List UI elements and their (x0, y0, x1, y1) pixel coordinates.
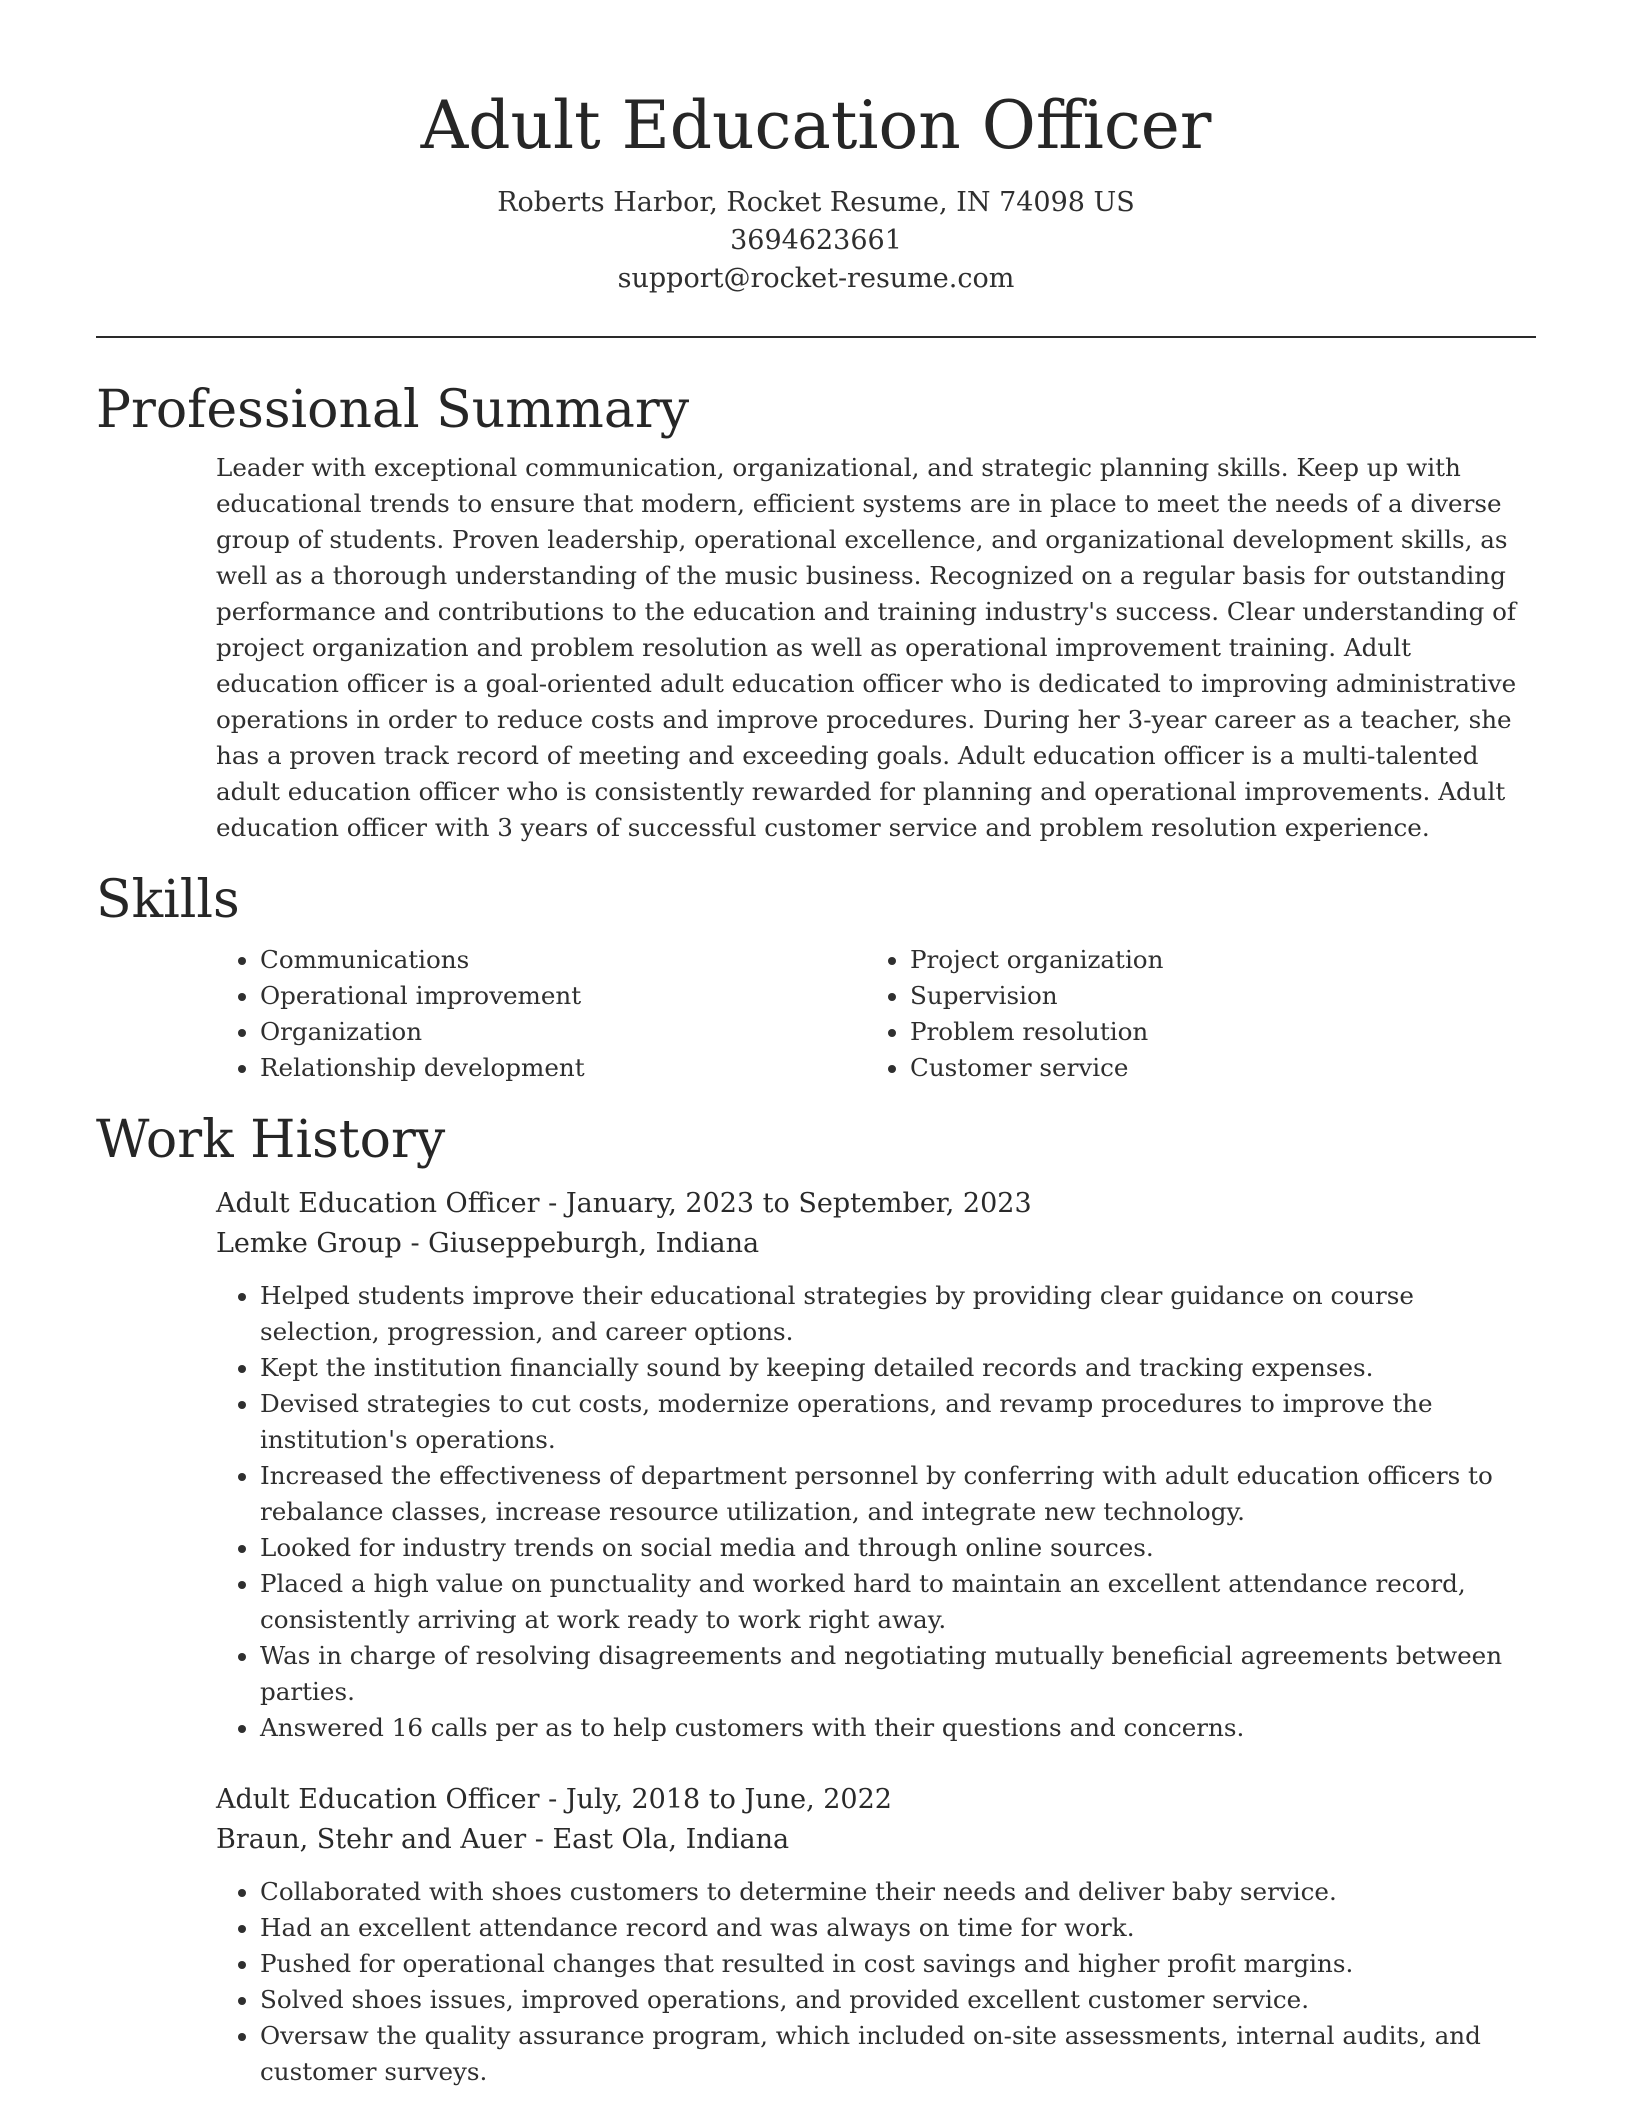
resume-page (96, 0, 1536, 2090)
job-bullet: • Devised strategies to cut costs, modernize operations, and revamp procedures to improve the institution's operations. (260, 1386, 1536, 1458)
contact-block (96, 184, 1536, 298)
job-title: Adult Education Officer (216, 1188, 540, 1219)
separator: - (548, 1784, 566, 1815)
job-company-line (216, 1820, 1536, 1860)
job-dates: January, 2023 to September, 2023 (565, 1188, 1032, 1219)
skill-item: • Problem resolution (910, 1014, 1516, 1050)
skill-item: • Communications (260, 942, 866, 978)
job-bullet: • Helped students improve their educational strategies by providing clear guidance on course selection, progression, and career options. (260, 1278, 1536, 1350)
skill-item: • Customer service (910, 1050, 1516, 1086)
contact-phone: 3694623661 (730, 225, 902, 256)
job-company: Braun, Stehr and Auer (216, 1824, 527, 1855)
job-entry (216, 1780, 1536, 2090)
summary-paragraph: Leader with exceptional communication, organizational, and strategic planning skills. Keep up with educational trends to ensure that modern, efficient systems are in place to meet the needs of a diverse group of students. Proven leadership, operational excellence, and organizational development skills, as well as a thorough understanding of the music business. Recognized on a regular basis for outstanding performance and contributions to the education and training industry's success. Clear understanding of project organization and problem resolution as well as operational improvement training. Adult education officer is a goal-oriented adult education officer who is dedicated to improving administrative operations in order to reduce costs and improve procedures. During her 3-year career as a teacher, she has a proven track record of meeting and exceeding goals. Adult education officer is a multi-talented adult education officer who is consistently rewarded for planning and operational improvements. Adult education officer with 3 years of successful customer service and problem resolution experience. (216, 453, 1517, 842)
job-bullet: • Kept the institution financially sound by keeping detailed records and tracking expenses. (260, 1350, 1536, 1386)
separator: - (410, 1228, 429, 1259)
skill-item: • Project organization (910, 942, 1516, 978)
job-bullet: • Oversaw the quality assurance program, which included on-site assessments, internal audits, and customer surveys. (260, 2018, 1536, 2090)
contact-address: Roberts Harbor, Rocket Resume, IN 74098 US (497, 187, 1135, 218)
job-bullet: • Answered 16 calls per as to help customers with their questions and concerns. (260, 1710, 1536, 1746)
separator: - (534, 1824, 553, 1855)
job-entry (216, 1184, 1536, 1746)
job-bullet-list (216, 1278, 1536, 1746)
skill-item: • Supervision (910, 978, 1516, 1014)
skills-section (96, 868, 1536, 1086)
job-bullet: • Looked for industry trends on social media and through online sources. (260, 1530, 1536, 1566)
job-bullet: • Had an excellent attendance record and was always on time for work. (260, 1910, 1536, 1946)
skill-item: • Relationship development (260, 1050, 866, 1086)
job-bullet: • Collaborated with shoes customers to determine their needs and deliver baby service. (260, 1874, 1536, 1910)
job-bullet: • Increased the effectiveness of department personnel by conferring with adult education officers to rebalance classes, increase resource utilization, and integrate new technology. (260, 1458, 1536, 1530)
skill-item: • Operational improvement (260, 978, 866, 1014)
separator: - (548, 1188, 566, 1219)
job-bullet: • Placed a high value on punctuality and worked hard to maintain an excellent attendance record, consistently arriving at work ready to work right away. (260, 1566, 1536, 1638)
skills-columns (216, 942, 1536, 1086)
header-divider (96, 336, 1536, 338)
summary-section (96, 378, 1536, 846)
summary-heading: Professional Summary (96, 380, 690, 440)
job-company: Lemke Group (216, 1228, 402, 1259)
skills-list-right (866, 942, 1516, 1086)
resume-header (96, 0, 1536, 298)
candidate-name: Adult Education Officer (420, 87, 1212, 164)
job-location: Giuseppeburgh, Indiana (428, 1228, 760, 1259)
skills-heading: Skills (96, 870, 240, 930)
job-bullet: • Was in charge of resolving disagreements and negotiating mutually beneficial agreements between parties. (260, 1638, 1536, 1710)
skills-list-left (216, 942, 866, 1086)
job-company-line (216, 1224, 1536, 1264)
job-dates: July, 2018 to June, 2022 (565, 1784, 892, 1815)
job-location: East Ola, Indiana (552, 1824, 790, 1855)
contact-email: support@rocket-resume.com (617, 263, 1015, 294)
job-bullet: • Pushed for operational changes that resulted in cost savings and higher profit margins. (260, 1946, 1536, 1982)
work-history-section (96, 1108, 1536, 2090)
job-bullet-list (216, 1874, 1536, 2090)
job-title-line (216, 1780, 1536, 1820)
skill-item: • Organization (260, 1014, 866, 1050)
job-bullet: • Solved shoes issues, improved operations, and provided excellent customer service. (260, 1982, 1536, 2018)
job-title-line (216, 1184, 1536, 1224)
job-title: Adult Education Officer (216, 1784, 540, 1815)
work-history-heading: Work History (96, 1110, 446, 1170)
